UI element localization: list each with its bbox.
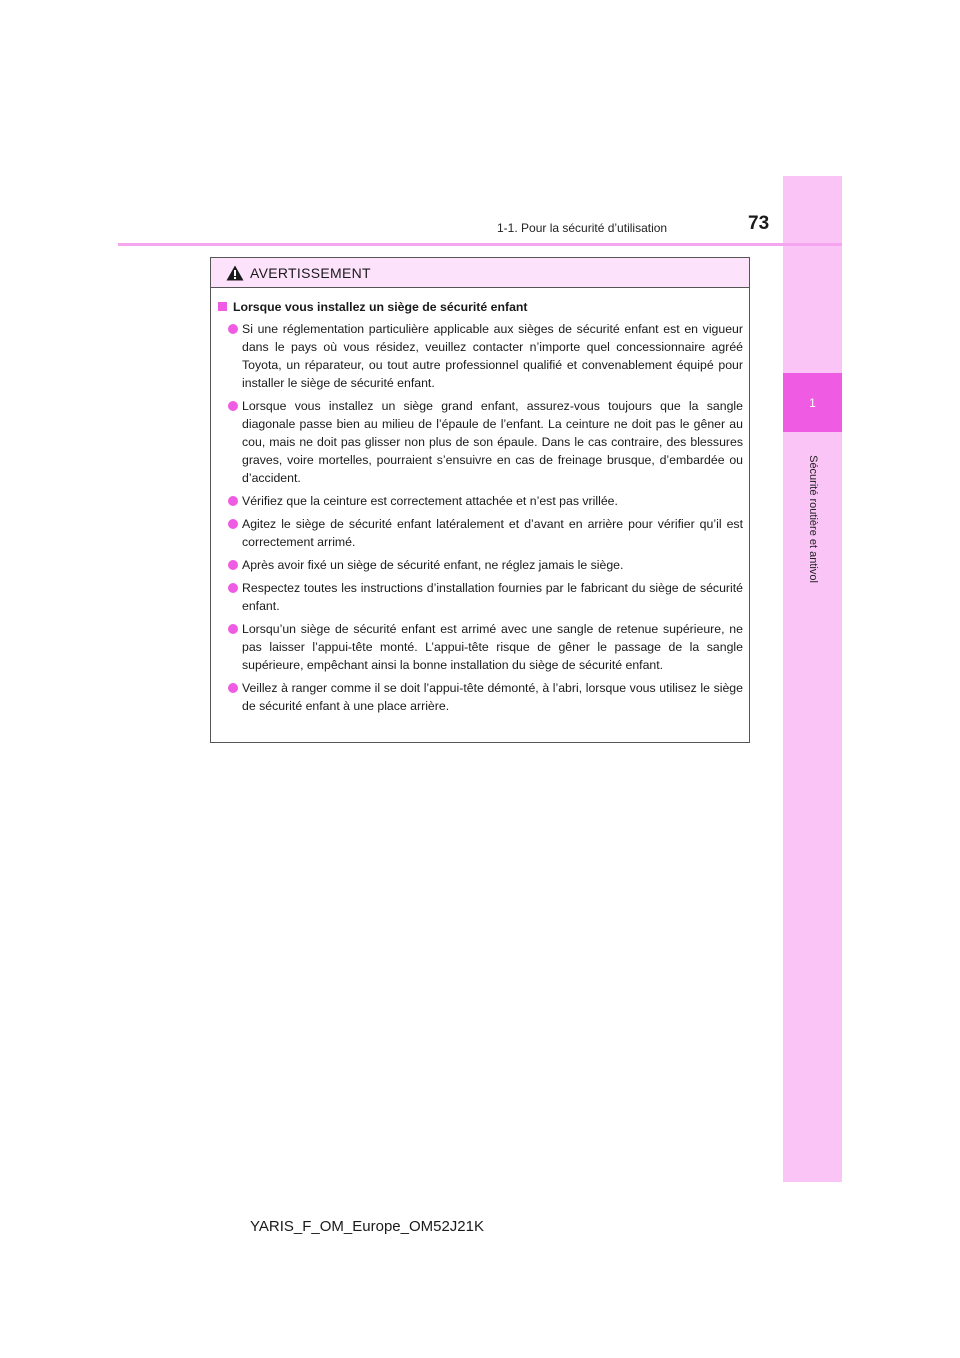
- list-item-text: Après avoir fixé un siège de sécurité enfant, ne réglez jamais le siège.: [242, 558, 624, 572]
- warning-heading: AVERTISSEMENT: [250, 264, 371, 281]
- list-item: [218, 320, 743, 392]
- warning-triangle-icon: [226, 265, 244, 281]
- bullet-icon: [228, 683, 238, 693]
- warning-body: [211, 288, 749, 715]
- list-item-text: Veillez à ranger comme il se doit l’appui-tête démonté, à l’abri, lorsque vous utilisez le siège de sécurité enfant à une place arrière.: [242, 681, 743, 713]
- chapter-number: 1: [809, 395, 816, 410]
- list-item-text: Lorsqu’un siège de sécurité enfant est arrimé avec une sangle de retenue supérieure, ne pas laisser l’appui-tête monté. L’appui-tête risque de gêner le passage de la sangle supérieure, empêchant ainsi la bonne installation du siège de sécurité enfant.: [242, 622, 743, 672]
- list-item-text: Si une réglementation particulière applicable aux sièges de sécurité enfant est en vigueur dans le pays où vous résidez, veuillez contacter n’importe quel concessionnaire agréé Toyota, un réparateur, ou tout autre professionnel qualifié et convenablement équipé pour installer le siège de sécurité enfant.: [242, 322, 743, 390]
- header-divider: [118, 243, 842, 246]
- chapter-label: Sécurité routière et antivol: [807, 455, 819, 583]
- list-item-text: Agitez le siège de sécurité enfant latéralement et d’avant en arrière pour vérifier qu’il est correctement arrimé.: [242, 517, 743, 549]
- chapter-tab[interactable]: [783, 373, 842, 432]
- list-item: [218, 556, 743, 574]
- square-icon: [218, 302, 227, 311]
- list-item-text: Lorsque vous installez un siège grand enfant, assurez-vous toujours que la sangle diagonale passe bien au milieu de l’épaule de l’enfant. La ceinture ne doit pas le gêner au cou, mais ne doit pas glisser non plus de son épaule. Dans le cas contraire, des blessures graves, voire mortelles, pourraient s’ensuivre en cas de freinage brusque, d’embardée ou d’accident.: [242, 399, 743, 485]
- page-number: 73: [748, 213, 770, 234]
- bullet-icon: [228, 324, 238, 334]
- list-item: [218, 492, 743, 510]
- bullet-icon: [228, 519, 238, 529]
- list-item-text: Vérifiez que la ceinture est correctement attachée et n’est pas vrillée.: [242, 494, 618, 508]
- list-item: [218, 620, 743, 674]
- bullet-icon: [228, 496, 238, 506]
- section-title: 1-1. Pour la sécurité d’utilisation: [497, 221, 668, 235]
- list-item: [218, 397, 743, 487]
- list-item: [218, 679, 743, 715]
- list-item: [218, 515, 743, 551]
- warning-subtitle: [218, 300, 743, 314]
- warning-box: [210, 257, 750, 743]
- bullet-icon: [228, 624, 238, 634]
- document-code: YARIS_F_OM_Europe_OM52J21K: [250, 1218, 485, 1235]
- bullet-icon: [228, 560, 238, 570]
- warning-subtitle-text: Lorsque vous installez un siège de sécurité enfant: [233, 300, 528, 314]
- bullet-icon: [228, 583, 238, 593]
- list-item-text: Respectez toutes les instructions d’installation fournies par le fabricant du siège de sécurité enfant.: [242, 581, 743, 613]
- warning-header: [211, 258, 749, 288]
- bullet-icon: [228, 401, 238, 411]
- chapter-sidebar: [783, 176, 842, 1182]
- list-item: [218, 579, 743, 615]
